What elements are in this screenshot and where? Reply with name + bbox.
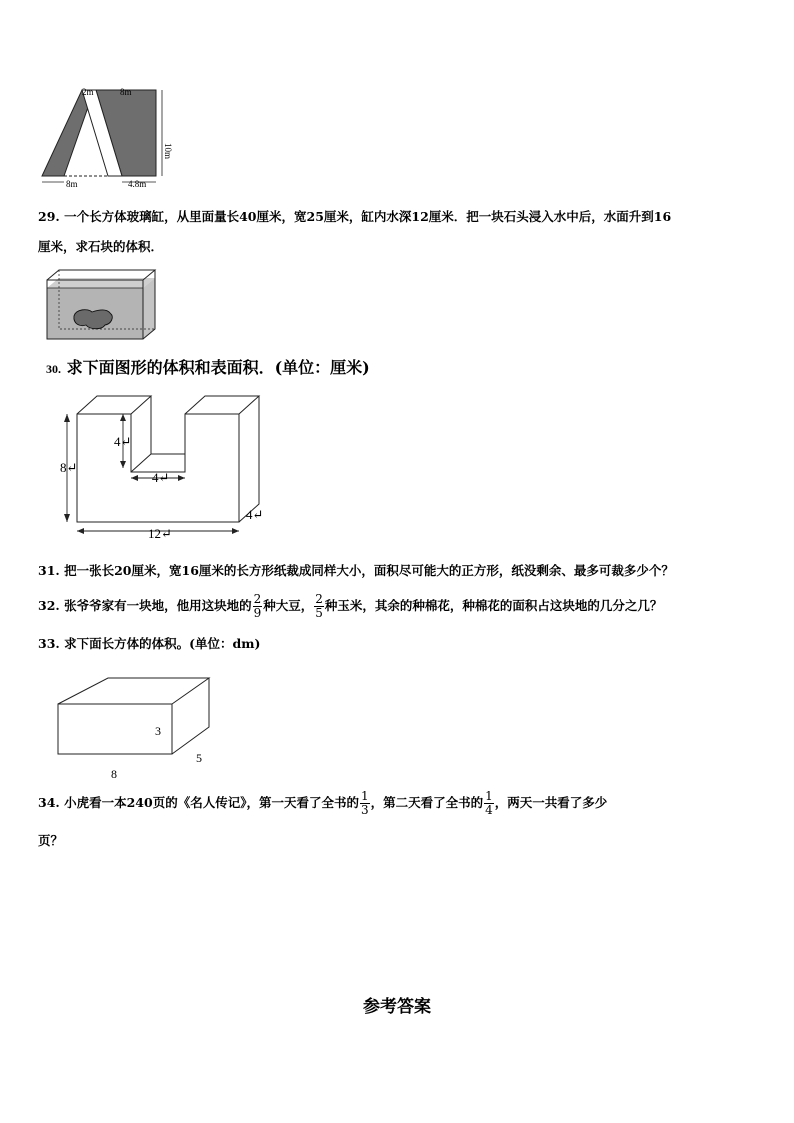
question-29 bbox=[38, 207, 671, 227]
question-number: 33. bbox=[38, 636, 60, 651]
question-number: 29. bbox=[38, 209, 60, 224]
fraction: $\frac{1}{3}$ bbox=[360, 789, 369, 817]
question-34-line2: 页？ bbox=[38, 833, 64, 848]
figure-30-u-solid bbox=[58, 392, 268, 542]
label-top-left: 2m bbox=[82, 87, 94, 97]
dim-depth: 5 bbox=[196, 751, 202, 765]
dim-notch-width: 4↵ bbox=[152, 470, 170, 485]
figure-29-fish-tank bbox=[44, 266, 162, 346]
question-32: 32. 张爷爷家有一块地，他用这块地的 $\frac{2}{9}$ 种大豆， $\frac{2}{5}$ 种玉米，其余的种棉花，种棉花的面积占这块地的几分之几？ bbox=[38, 592, 663, 620]
question-number: 34. bbox=[38, 795, 60, 810]
dim-length: 12↵ bbox=[148, 526, 172, 541]
answer-section-title: 参考答案 bbox=[363, 997, 431, 1017]
dim-depth: 4↵ bbox=[246, 507, 264, 522]
dim-notch-depth: 4↵ bbox=[114, 434, 132, 449]
dim-height: 3 bbox=[155, 724, 161, 738]
question-text: 一个长方体玻璃缸，从里面量长40厘米，宽25厘米，缸内水深12厘米．把一块石头浸入水中后，水面升到16 bbox=[64, 209, 672, 224]
figure-33-cuboid bbox=[56, 674, 216, 784]
question-33 bbox=[38, 634, 260, 654]
question-number: 32. bbox=[38, 598, 60, 613]
label-right-side: 10m bbox=[163, 143, 173, 160]
dim-length: 8 bbox=[111, 767, 117, 781]
question-number: 31. bbox=[38, 563, 60, 578]
question-text: 把一张长20厘米，宽16厘米的长方形纸裁成同样大小，面积尽可能大的正方形，纸没剩余、最多可裁多少个？ bbox=[64, 563, 674, 578]
label-bottom-left: 8m bbox=[66, 179, 78, 189]
question-text: 求下面长方体的体积。(单位：dm) bbox=[64, 636, 261, 651]
question-number: 30. bbox=[46, 362, 61, 376]
fraction: $\frac{2}{9}$ bbox=[253, 592, 262, 620]
question-text: 求下面图形的体积和表面积．(单位：厘米) bbox=[66, 358, 370, 377]
figure-28-land-diagram bbox=[38, 85, 178, 190]
label-top-right: 8m bbox=[120, 87, 132, 97]
fraction: $\frac{2}{5}$ bbox=[315, 592, 323, 620]
question-30 bbox=[46, 358, 370, 379]
dim-height: 8↵ bbox=[60, 460, 78, 475]
fraction: $\frac{1}{4}$ bbox=[485, 789, 493, 817]
question-34: 34. 小虎看一本240页的《名人传记》，第一天看了全书的 $\frac{1}{3}$ ，第二天看了全书的 $\frac{1}{4}$ ，两天一共看了多少 bbox=[38, 789, 608, 817]
question-29-line2: 厘米，求石块的体积． bbox=[38, 239, 164, 254]
question-31 bbox=[38, 561, 674, 581]
label-bottom-right: 4.8m bbox=[128, 179, 147, 189]
